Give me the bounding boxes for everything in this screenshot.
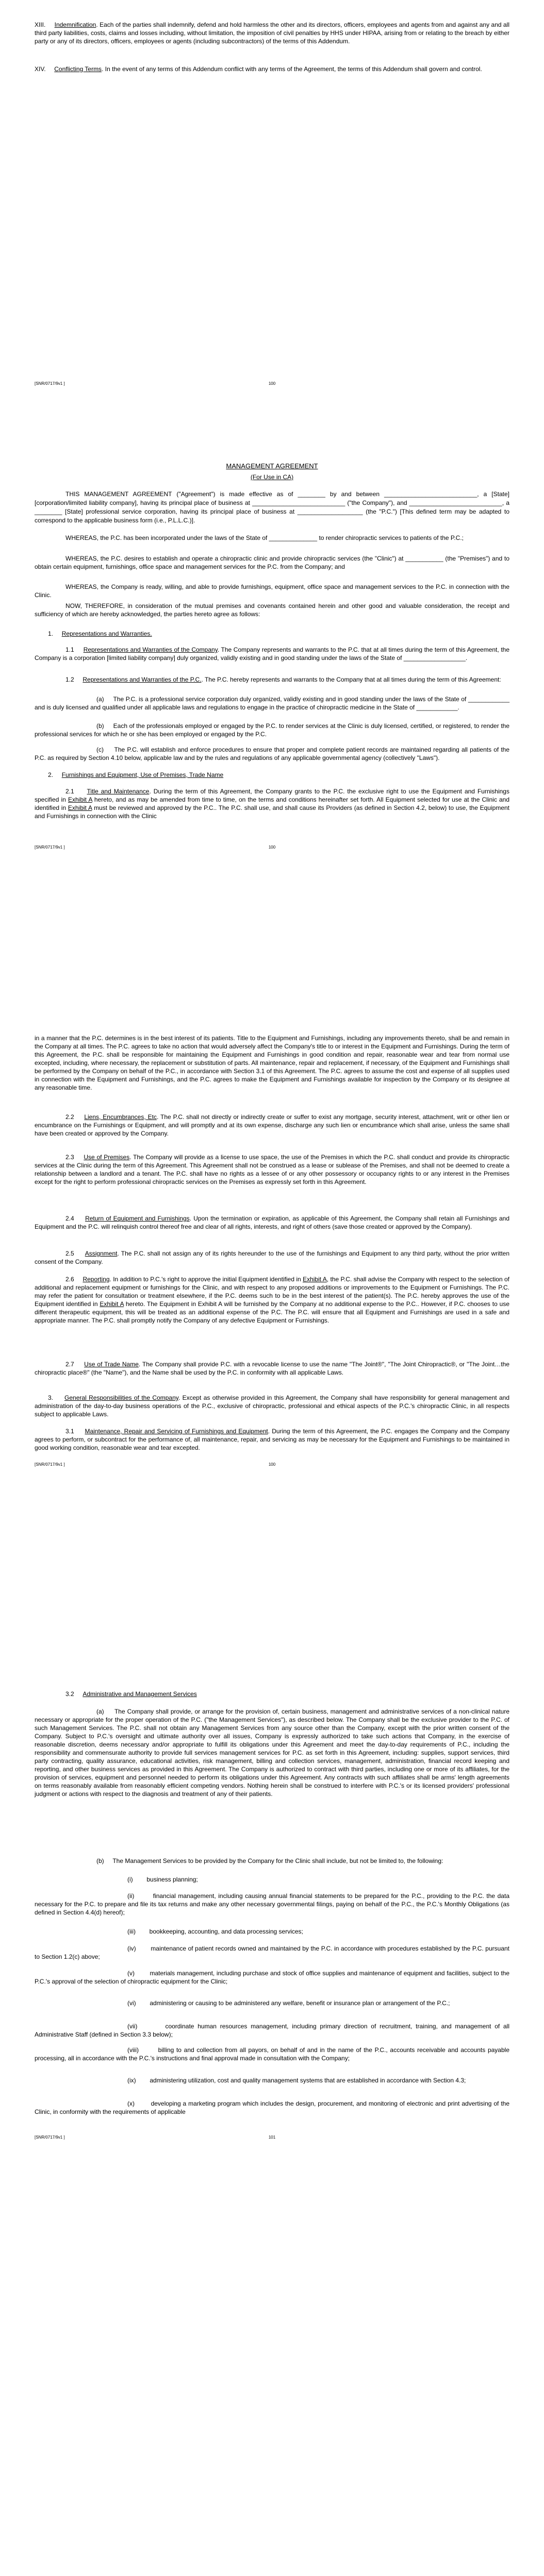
section-3-number: 3. — [48, 1394, 54, 1401]
list-item-label: (vii) — [127, 2023, 138, 2030]
section-2-6-text-a: . In addition to P.C.'s right to approve the initial Equipment identified in — [109, 1276, 303, 1283]
list-item — [35, 1969, 509, 1986]
section-3-2-a-text: The Company shall provide, or arrange for the provision of, certain business, management and administrative services of a non-clinical nature necessary or appropriate for the proper operation of the P.C. ("the Management Services"), as described below. The Company shall be the exclusive provider to the P.C. of such Management Services. The P.C. shall not obtain any Management Services from any source other than the Company, except with the prior written consent of the Company. Subject to P.C.'s oversight and ultimate authority over all issues, Company is expressly authorized to take such actions that Company, in the exercise of reasonable discretion, deems necessary and/or appropriate to fulfill its obligations under this Agreement and meet the day-to-day requirements of P.C., including the responsibility and commensurate authority to provide full services management services for P.C. as set forth in this Agreement, including: supplies, support services, third party contracting, quality assurance, educational activities, risk management, billing and collection services, management, administration, financial record keeping and reporting, and other business services as provided in this Agreement. The Company is authorized to contract with third parties, including one or more of its affiliates, for the provision of services, equipment and personnel needed to perform its obligations under this Agreement. Any contracts with such affiliates shall be arms' length agreements on terms reasonably available from reasonably efficient competing vendors. Nothing herein shall be construed to interfere with P.C.'s or its licensed providers' professional judgment or actions with respect to the diagnosis and treatment of any of their patients. — [35, 1708, 510, 1798]
section-1-number: 1. — [48, 630, 54, 637]
section-2-5-title: Assignment — [85, 1250, 118, 1257]
section-1-2-c-label: (c) — [96, 746, 104, 753]
section-2-4 — [35, 1214, 509, 1231]
section-14-text: . In the event of any terms of this Addendum conflict with any terms of the Agreement, the terms of this Addendum shall govern and control. — [102, 65, 482, 73]
section-1-2-title: Representations and Warranties of the P.C. — [83, 676, 202, 683]
section-2-6-exhibit-ref-2: Exhibit A — [100, 1300, 124, 1308]
section-2-1 — [35, 787, 509, 820]
section-1-2-b-label: (b) — [96, 722, 104, 730]
list-item-label: (vi) — [127, 1999, 136, 2007]
list-item — [35, 1875, 509, 1884]
section-2-title: Furnishings and Equipment, Use of Premises, Trade Name — [61, 771, 224, 778]
section-2-1-text-b: hereto, and as may be amended from time to time, on the terms and conditions hereinafter set forth. All Equipment selected for use at the Clinic and identified in — [35, 796, 509, 811]
section-2-6-exhibit-ref: Exhibit A — [303, 1276, 327, 1283]
section-2-2-number: 2.2 — [65, 1113, 74, 1121]
section-3-2-heading-main — [35, 1690, 509, 1698]
list-item-text: financial management, including causing annual financial statements to be prepared for the P.C., providing to the P.C. the data necessary for the P.C. to prepare and file its tax returns and make any other necessary governmental filings, paying on behalf of the P.C., the P.C.'s Monthly Obligations (as defined in Section 4.4(d) hereof); — [35, 1892, 509, 1916]
section-3-2-heading-title: Administrative and Management Services — [83, 1690, 197, 1698]
footer-doc-id: [SNR/0717/9v1 ] — [35, 381, 65, 386]
section-2-1-continued: in a manner that the P.C. determines is in the best interest of its patients. Title to the Equipment and Furnishings, including any improvements thereto, shall be and remain in the Company at all times. The P.C. agrees to take no action that would adversely affect the Company's title to or interest in the Equipment and Furnishings. During the term of this Agreement, the P.C. shall be responsible for maintaining the Equipment and Furnishings in good condition and repair, reasonable wear and tear from normal use excepted, including, where necessary, the replacement or substitution of parts. All maintenance, repair and replacement, if necessary, of the Equipment and Furnishings shall be performed by the Company on behalf of the P.C., in accordance with Section 3.1 of this Agreement. The P.C. agrees to assume the cost and expense of all supplies used in connection with the Equipment and Furnishings, and the P.C. agrees to make the Equipment and Furnishings available for inspection by the Company or its designee at any reasonable time. — [35, 1035, 509, 1091]
section-2-2 — [35, 1113, 509, 1138]
list-item-text: coordinate human resources management, including primary direction of recruitment, training, and management of all Administrative Staff (defined in Section 3.3 below); — [35, 2023, 510, 2038]
section-2-5 — [35, 1249, 509, 1266]
list-item-label: (x) — [127, 2100, 135, 2107]
section-3-text: . Except as otherwise provided in this Agreement, the Company shall have responsibility for general management and administration of the day-to-day business operations of the P.C., exclusive of chiropractic, professional and ethical aspects of the P.C.'s chiropractic Clinic, in all respects subject to applicable Laws. — [35, 1394, 510, 1418]
section-3-2-a-label: (a) — [96, 1708, 104, 1715]
section-1-title: Representations and Warranties. — [61, 630, 152, 637]
section-1-2-c-text: The P.C. will establish and enforce procedures to ensure that proper and complete patient records are maintained regarding all patients of the P.C. as required by Section 4.10 below, applicable law and by the rules and regulations of any applicable governmental agency (collectively "Laws"). — [35, 746, 509, 761]
section-2-2-text: . The P.C. shall not directly or indirectly create or suffer to exist any mortgage, security interest, attachment, writ or other lien or encumbrance on the Furnishings or Equipment, and will promptly and at its own expense, discharge any such lien or encumbrance which shall arise, unless the same shall have been created or approved by the Company. — [35, 1113, 509, 1137]
section-1-2-number: 1.2 — [65, 676, 74, 683]
section-2-7-text: . The Company shall provide P.C. with a revocable license to use the name "The Joint®", "The Joint Chiropractic®, or "The Joint…the chiropractic place®" (the "Name"), and the Name shall be used by the P.C. in conformity with all applicable Laws. — [35, 1361, 509, 1376]
section-2-1-title: Title and Maintenance — [87, 788, 150, 795]
section-3-2-b-label: (b) — [96, 1857, 104, 1865]
now-therefore: NOW, THEREFORE, in consideration of the mutual premises and covenants contained herein and other good and valuable consideration, the receipt and sufficiency of which are hereby acknowledged, the parties hereto agree as follows: — [35, 602, 509, 618]
section-3 — [35, 1394, 509, 1418]
section-2-6-text-c: hereto. The Equipment in Exhibit A will be furnished by the Company at no additional expense to the P.C.. However, if P.C. chooses to use different therapeutic equipment, this will be treated as an additional expense of the P.C. The P.C. will ensure that all Equipment and Furnishings are used in a safe and appropriate manner. The P.C. shall promptly notify the Company of any defective Equipment or Furnishings. — [35, 1300, 510, 1324]
section-1-2-c — [35, 745, 509, 762]
section-2-4-text: . Upon the termination or expiration, as applicable of this Agreement, the Company shall retain all Furnishings and Equipment and the P.C. will relinquish control thereof free and clear of all rights, interests, and right of others (save those created or approved by the Company). — [35, 1215, 510, 1230]
footer-page-number: 100 — [268, 845, 276, 850]
section-3-title: General Responsibilities of the Company — [64, 1394, 178, 1401]
section-2-6-text-b: , the P.C. shall advise the Company with respect to the selection of additional and replacement equipment or furnishings for the Clinic, and with respect to any proposed additions or improvements to the Equipment or Furnishings. The P.C. may refer the patient for consultation or treatment elsewhere, if the P.C. deems such to be in the best interest of the patient(s). The P.C. hereby approves the use of the Equipment identified in — [35, 1276, 509, 1308]
section-2-5-number: 2.5 — [65, 1250, 74, 1257]
section-2-3-text: . The Company will provide as a license to use space, the use of the Premises in which the P.C. shall conduct and provide its chiropractic services at the Clinic during the term of this Agreement. This Agreement shall not be construed as a lease or sublease of the Premises, and shall not be deemed to create a relationship between a landlord and a tenant. The P.C. shall have no rights as a lessee of or any other possessory or occupancy rights to or any interest in the Premises except for the right to perform professional chiropractic services on the Premises as expressly set forth in this Agreement. — [35, 1154, 509, 1185]
section-2-6 — [35, 1275, 509, 1325]
section-2-3 — [35, 1153, 509, 1186]
footer-page-number: 101 — [268, 2135, 276, 2140]
list-item-label: (v) — [127, 1970, 135, 1977]
section-1-1-number: 1.1 — [65, 646, 74, 653]
list-item-label: (ii) — [127, 1892, 135, 1900]
list-item — [35, 2099, 509, 2116]
section-1-1-title: Representations and Warranties of the Company — [83, 646, 218, 653]
section-2-1-text-a: . During the term of this Agreement, the Company grants to the P.C. the exclusive right to use the Equipment and Furnishings specified in — [35, 788, 509, 803]
page-subtitle: (For Use in CA) — [250, 473, 294, 481]
list-item-text: billing to and collection from all payors, on behalf of and in the name of the P.C., accounts receivable and accounts payable processing, all in accordance with the P.C.'s instructions and final approval made in consultation with the Company; — [35, 2046, 509, 2062]
list-item — [35, 1944, 509, 1961]
section-2-5-text: . The P.C. shall not assign any of its rights hereunder to the use of the furnishings and Equipment to any third party, without the prior written consent of the Company. — [35, 1250, 510, 1265]
section-2-1-exhibit-ref-2: Exhibit A — [68, 804, 92, 811]
section-2-6-title: Reporting — [83, 1276, 110, 1283]
list-item-label: (viii) — [127, 2046, 139, 2054]
list-item-text: maintenance of patient records owned and maintained by the P.C. in accordance with procedures established by the P.C. pursuant to Section 1.2(c) above; — [35, 1945, 509, 1960]
list-item-text: administering or causing to be administered any welfare, benefit or insurance plan or arrangement of the P.C.; — [150, 1999, 450, 2007]
section-2-6-number: 2.6 — [65, 1276, 74, 1283]
list-item — [35, 1999, 509, 2007]
list-item — [35, 2046, 509, 2062]
list-item — [35, 2076, 509, 2084]
section-3-2-b-text: The Management Services to be provided by the Company for the Clinic shall include, but not be limited to, the following: — [112, 1857, 443, 1865]
section-2-number: 2. — [48, 771, 54, 778]
section-3-2-num: 3.2 — [65, 1690, 74, 1698]
whereas-1: WHEREAS, the P.C. has been incorporated under the laws of the State of ______________ to render chiropractic services to patients of the P.C.; — [65, 534, 464, 541]
section-2-1-exhibit-ref: Exhibit A — [68, 796, 92, 803]
intro-paragraph: THIS MANAGEMENT AGREEMENT ("Agreement") is made effective as of ________ by and between ___________________________, a [State] [corporation/limited liability company], having its principal place of business at ___________________________ ("the Company"), and ___________________________, a ________ [State] professional service corporation, having its principal place of business at ___________________ (the "P.C.") [This defined term may be adapted to correspond to the applicable business form (i.e., P.L.L.C.)]. — [35, 490, 509, 524]
section-3-1-text: . During the term of this Agreement, the P.C. engages the Company and the Company agrees to perform, or subcontract for the performance of, all maintenance, repair, and servicing as may be necessary for the Equipment and Furnishings to be maintained in good working condition, reasonable wear and tear excepted. — [35, 1428, 509, 1451]
section-14-number: XIV. — [35, 65, 46, 73]
section-13-text: . Each of the parties shall indemnify, defend and hold harmless the other and its directors, officers, employees and agents from and against any and all third party liabilities, costs, claims and losses including, without limitation, the imposition of civil penalties by HHS under HIPAA, arising from or relating to the breach by either party or any of its directors, officers, employees or agents (including subcontractors) of the terms of this Addendum. — [35, 21, 510, 45]
section-2-3-number: 2.3 — [65, 1154, 74, 1161]
list-item-label: (iii) — [127, 1928, 136, 1935]
section-1-2 — [35, 675, 509, 684]
list-item-text: administering utilization, cost and quality management systems that are established in accordance with Section 4.3; — [150, 2077, 466, 2084]
footer-page-number: 100 — [268, 1462, 276, 1467]
section-2-4-number: 2.4 — [65, 1215, 74, 1222]
list-item-label: (i) — [127, 1876, 133, 1883]
list-item — [35, 1892, 509, 1917]
footer-doc-id: [SNR/0717/9v1 ] — [35, 1462, 65, 1467]
list-item — [35, 1927, 509, 1936]
page-2 — [0, 0, 544, 773]
section-2-7-number: 2.7 — [65, 1361, 74, 1368]
section-1-2-a-label: (a) — [96, 696, 104, 703]
section-2-1-text-c: must be reviewed and approved by the P.C.. The P.C. shall use, and shall cause its Providers (as defined in Section 4.2, below) to use, the Equipment and Furnishings in connection with the Clinic — [35, 804, 509, 820]
list-item-text: business planning; — [146, 1876, 198, 1883]
section-1-heading — [35, 630, 509, 638]
section-2-7 — [35, 1360, 509, 1377]
section-13-number: XIII. — [35, 21, 46, 28]
section-1-2-a — [35, 695, 509, 711]
page-title: MANAGEMENT AGREEMENT — [226, 462, 318, 470]
section-2-1-number: 2.1 — [65, 788, 74, 795]
section-1-1-text: . The Company represents and warrants to the P.C. that at all times during the term of this Agreement, the Company is a corporation [limited liability company] duly organized, validly existing and in good standing under the laws of the State of __________________. — [35, 646, 510, 662]
footer-page-number: 100 — [268, 381, 276, 386]
section-3-1-number: 3.1 — [65, 1428, 74, 1435]
section-14-title: Conflicting Terms — [54, 65, 102, 73]
whereas-2: WHEREAS, the P.C. desires to establish and operate a chiropractic clinic and provide chiropractic services (the "Clinic") at ___________ (the "Premises") and to obtain certain equipment, furnishings, office space and management services for the P.C. from the Company; and — [35, 555, 509, 570]
section-2-3-title: Use of Premises — [84, 1154, 130, 1161]
section-1-1 — [35, 646, 509, 662]
section-2-7-title: Use of Trade Name — [84, 1361, 139, 1368]
section-1-2-b-text: Each of the professionals employed or engaged by the P.C. to render services at the Clinic is duly licensed, certified, or registered, to render the professional services for which he or she has been employed or engaged by the P.C. — [35, 722, 510, 738]
section-2-heading — [35, 771, 509, 779]
page-4-body — [0, 1546, 544, 2576]
list-item-label: (iv) — [127, 1945, 136, 1952]
list-item-label: (ix) — [127, 2077, 136, 2084]
section-1-2-a-text: The P.C. is a professional service corporation duly organized, validly existing and in good standing under the laws of the State of ____________ and is duly licensed and qualified under all applicable laws and regulations to engage in the practice of chiropractic medicine in the State of ____________. — [35, 696, 509, 711]
section-1-2-text: . The P.C. hereby represents and warrants to the Company that at all times during the term of this Agreement: — [201, 676, 501, 683]
section-1-2-b — [35, 722, 509, 738]
footer-doc-id: [SNR/0717/9v1 ] — [35, 845, 65, 850]
list-item-text: bookkeeping, accounting, and data processing services; — [149, 1928, 303, 1935]
section-3-2-a — [35, 1707, 509, 1798]
section-13-title: Indemnification — [54, 21, 96, 28]
page-2-lower — [0, 768, 544, 922]
section-3-1 — [35, 1427, 509, 1452]
section-3-2-b — [35, 1857, 509, 1865]
footer-doc-id: [SNR/0717/9v1 ] — [35, 2135, 65, 2140]
list-item-text: materials management, including purchase and stock of office supplies and maintenance of equipment and facilities, subject to the P.C.'s approval of the selection of chiropractic equipment for the Clinic; — [35, 1970, 510, 1985]
list-item — [35, 2022, 509, 2039]
section-3-1-title: Maintenance, Repair and Servicing of Furnishings and Equipment — [85, 1428, 268, 1435]
section-2-2-title: Liens, Encumbrances, Etc — [84, 1113, 157, 1121]
list-item-text: developing a marketing program which includes the design, procurement, and monitoring of electronic and print advertising of the Clinic, in conformity with the requirements of applicable — [35, 2100, 509, 2115]
section-2-4-title: Return of Equipment and Furnishings — [85, 1215, 190, 1222]
whereas-3: WHEREAS, the Company is ready, willing, and able to provide furnishings, equipment, office space and management services to the P.C. in connection with the Clinic. — [35, 583, 509, 599]
